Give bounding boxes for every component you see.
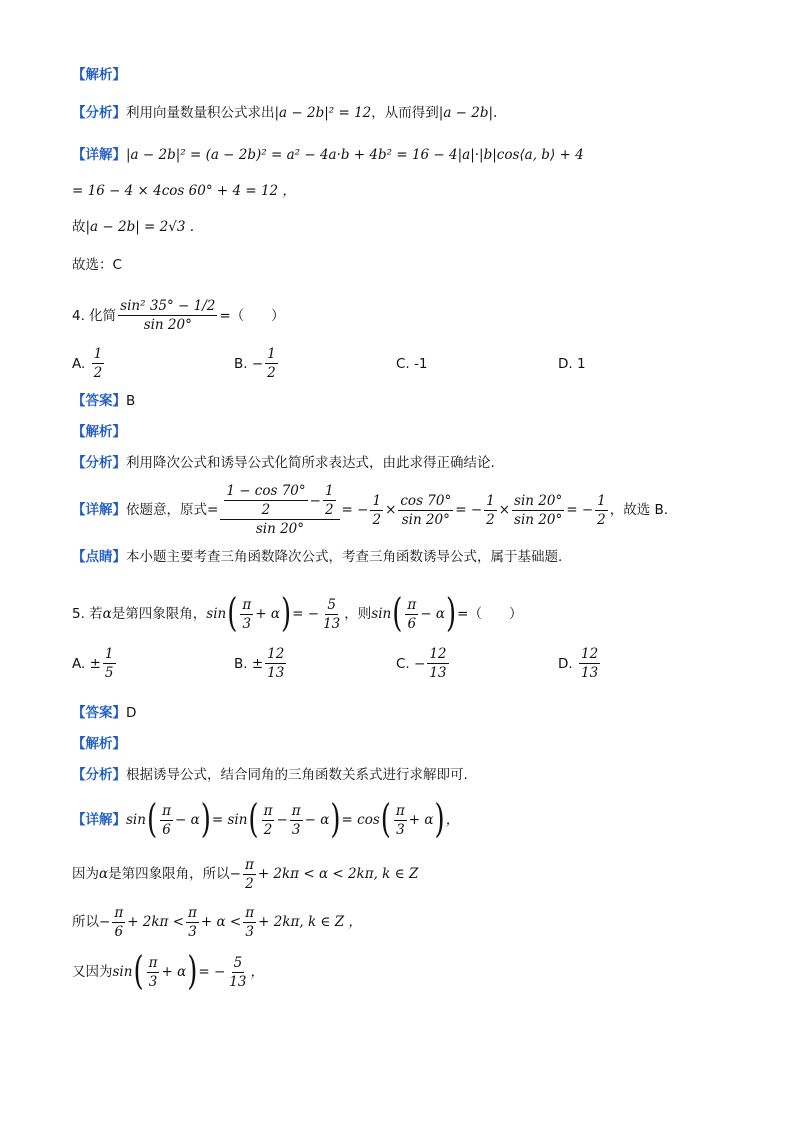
fenxi-tag: 【分析】 xyxy=(72,105,126,121)
q5-xiangjie-line: 【详解】 sin ( $\frac{\pi}{6}$ − α ) = sin ( $\frac{\pi}{2}$ − $\frac{\pi}{3}$ − α ) = cos ( $\frac{\pi}{3}$ + α ) ， xyxy=(72,797,460,843)
q4-option-b[interactable] xyxy=(234,346,396,381)
q4-option-c[interactable] xyxy=(396,346,558,381)
q5-option-a-num: 1 xyxy=(104,646,114,662)
q5-jiexi: 【解析】 xyxy=(72,736,126,752)
q4-fraction xyxy=(118,298,217,333)
q5-stem: 5. 若 α 是第四象限角， sin ( $\frac{\pi}{3}$ + α ) = − $\frac{5}{13}$ ，则 sin ( $\frac{\pi}{6}$ − α ) =（ ） xyxy=(72,591,523,637)
jiexi-tag-3: 【解析】 xyxy=(72,67,126,83)
q5-suoyi: 所以 xyxy=(72,914,99,930)
xiangjie-tag: 【详解】 xyxy=(72,147,126,163)
q5-yinwei-line: 因为 α 是第四象限角，所以 − $\frac{\pi}{2}$ + 2kπ < α < 2kπ, k ∈ Z xyxy=(72,856,419,892)
fenxi-expr-1: |a − 2b|² = 12 xyxy=(274,105,372,121)
xiangjie-expr: |a − 2b|² = (a − 2b)² = a² − 4a·b + 4b² = 16 − 4|a|·|b|cos⟨a, b⟩ + 4 xyxy=(126,147,584,163)
q5-option-c-sign: − xyxy=(414,655,426,672)
q4-fenxi-tag: 【分析】 xyxy=(72,455,126,471)
q4-dianjing-line xyxy=(72,548,562,566)
q5-answer-tag: 【答案】 xyxy=(72,705,126,721)
q4-xiangjie-frac-1: $\frac{1 - \cos 70^\circ}{2}$ − $\frac{1}{2}$ sin 20° xyxy=(220,483,339,537)
q5-option-c-key: C. xyxy=(396,655,410,672)
q5-label-b: 是第四象限角， xyxy=(111,606,207,622)
q4-frac-num: sin² 35° − 1/2 xyxy=(120,298,216,314)
q4-option-d-key: D. xyxy=(558,355,573,372)
q4-xiangjie-text: 依题意，原式 xyxy=(126,502,207,518)
q5-option-c[interactable] xyxy=(396,646,558,681)
fenxi-text-a: 利用向量数量积公式求出 xyxy=(126,105,275,121)
q5-option-d[interactable] xyxy=(558,646,720,681)
q5-option-b-key: B. xyxy=(234,655,248,672)
gu-line xyxy=(72,218,194,236)
q5-fenxi-tag: 【分析】 xyxy=(72,767,126,783)
q4-option-b-sign: − xyxy=(251,355,264,372)
xiangjie-line-3 xyxy=(72,146,584,164)
q5-option-a-den: 5 xyxy=(104,665,114,681)
q5-option-c-num: 12 xyxy=(429,646,447,662)
q5-fenxi-line xyxy=(72,766,468,784)
q5-xiangjie-tag: 【详解】 xyxy=(72,812,126,828)
q4-option-d[interactable] xyxy=(558,346,720,381)
q5-paren: =（ ） xyxy=(457,606,523,622)
q5-label-c: ，则 xyxy=(344,606,372,622)
q4-option-c-key: C. xyxy=(396,355,410,372)
gu-text: 故 xyxy=(72,219,86,235)
q5-youyinwei: 又因为 xyxy=(72,964,113,980)
q5-yinwei-b: 是第四象限角，所以 xyxy=(108,866,230,882)
fenxi-expr-2: |a − 2b|. xyxy=(438,105,498,121)
q4-option-b-den: 2 xyxy=(267,365,276,381)
q4-dianjing-tag: 【点睛】 xyxy=(72,549,126,565)
q5-option-a[interactable] xyxy=(72,646,234,681)
q5-answer-line xyxy=(72,704,136,722)
gu-expr: |a − 2b| = 2√3 . xyxy=(85,219,195,235)
q4-stem xyxy=(72,298,285,333)
q4-option-a-key: A. xyxy=(72,355,86,372)
xiangjie-expr-2: = 16 − 4 × 4cos 60° + 4 = 12 ， xyxy=(72,183,296,199)
q4-fenxi-line xyxy=(72,454,495,472)
q5-alpha: α xyxy=(102,606,112,622)
q4-xiangjie-tail: ，故选 B. xyxy=(609,502,669,518)
q4-label: 4. 化简 xyxy=(72,307,117,324)
xiangjie-line-3b xyxy=(72,182,296,200)
q5-option-b[interactable] xyxy=(234,646,396,681)
q5-option-a-key: A. xyxy=(72,655,86,672)
q4-xiangjie-line: 【详解】 依题意，原式 = $\frac{1 - \cos 70^\circ}{2}$ − $\frac{1}{2}$ sin 20° = − $\frac{1}{2}$ × $\frac{\cos 70^\circ}{\sin 20^\circ}$ = − $\frac{1}{2}$ × $\frac{\sin 20^\circ}{\sin 20^\circ}$ = − $\frac{1}{2}$ ，故选 B. xyxy=(72,483,669,537)
q5-suoyi-line: 所以 − $\frac{\pi}{6}$ + 2kπ < $\frac{\pi}{3}$ + α < $\frac{\pi}{3}$ + 2kπ, k ∈ Z ， xyxy=(72,904,362,940)
q4-answer: B xyxy=(126,393,136,409)
q4-jiexi: 【解析】 xyxy=(72,424,126,440)
q5-answer: D xyxy=(126,705,137,721)
q4-paren: =（ ） xyxy=(219,307,285,324)
q5-option-b-den: 13 xyxy=(267,665,285,681)
fenxi-line-3 xyxy=(72,104,497,122)
q5-label-a: 5. 若 xyxy=(72,606,103,622)
q4-option-a[interactable] xyxy=(72,346,234,381)
q5-option-d-key: D. xyxy=(558,655,573,672)
q5-fenxi: 根据诱导公式，结合同角的三角函数关系式进行求解即可. xyxy=(126,767,468,783)
q4-answer-line xyxy=(72,392,135,410)
gu-xuan: 故选：C xyxy=(72,257,122,273)
q5-youyinwei-line: 又因为 sin ( $\frac{\pi}{3}$ + α ) = − $\frac{5}{13}$ ， xyxy=(72,949,264,995)
q5-option-d-num: 12 xyxy=(580,646,599,662)
q4-dianjing: 本小题主要考查三角函数降次公式，考查三角函数诱导公式，属于基础题. xyxy=(126,549,563,565)
q4-answer-tag: 【答案】 xyxy=(72,393,126,409)
q5-option-a-sign: ± xyxy=(89,655,101,672)
fenxi-text-b: ，从而得到 xyxy=(371,105,439,121)
q4-option-d-text: 1 xyxy=(576,355,586,372)
q4-option-b-frac xyxy=(265,346,278,381)
q5-option-c-den: 13 xyxy=(429,665,447,681)
q4-option-a-frac xyxy=(92,346,105,381)
q4-options xyxy=(72,346,732,381)
q4-option-a-num: 1 xyxy=(93,346,103,362)
q5-option-b-sign: ± xyxy=(251,655,264,672)
q5-yinwei-a: 因为 xyxy=(72,866,99,882)
q4-frac-den: sin 20° xyxy=(143,317,192,333)
q4-option-a-den: 2 xyxy=(93,365,103,381)
q4-option-c-text: -1 xyxy=(414,355,428,372)
q5-options xyxy=(72,646,732,681)
q5-option-d-den: 13 xyxy=(580,665,599,681)
q4-option-b-key: B. xyxy=(234,355,248,372)
q4-fenxi: 利用降次公式和诱导公式化简所求表达式，由此求得正确结论. xyxy=(126,455,495,471)
q5-alpha-2: α xyxy=(99,866,109,882)
q5-option-b-num: 12 xyxy=(267,646,285,662)
q4-option-b-num: 1 xyxy=(267,346,276,362)
q4-xiangjie-tag: 【详解】 xyxy=(72,502,126,518)
